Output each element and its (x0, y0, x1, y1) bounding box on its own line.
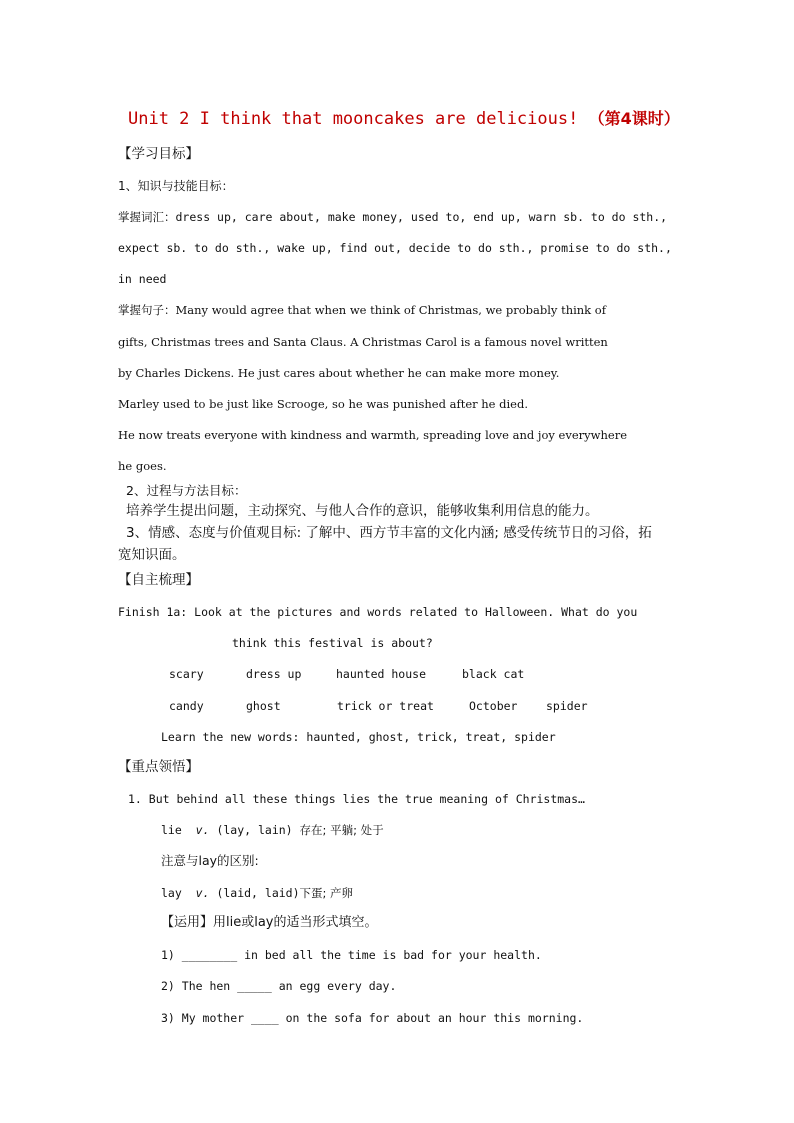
question-3: 3) My mother ____ on the sofa for about an hour this morning. (161, 1011, 584, 1025)
vocab-line-2: expect sb. to do sth., wake up, find out, decide to do sth., promise to do sth., (118, 241, 672, 255)
word-item: dress up (246, 667, 302, 681)
vocab-line-1: 掌握词汇：dress up, care about, make money, used to, end up, warn sb. to do sth., (118, 210, 668, 224)
title-english: Unit 2 I think that mooncakes are delicious! (128, 109, 579, 129)
lay-meaning: 下蛋; 产卵 (299, 886, 354, 900)
word-item: candy (169, 699, 204, 713)
sentence-line-3: by Charles Dickens. He just cares about whether he can make more money. (118, 366, 560, 380)
word-item: scary (169, 667, 204, 681)
lie-pos: v. (195, 823, 210, 837)
key-points-heading: 【重点领悟】 (118, 759, 199, 775)
title-lesson: （第4课时） (588, 109, 680, 128)
process-heading: 2、过程与方法目标： (126, 483, 247, 498)
self-study-heading: 【自主梳理】 (118, 572, 199, 588)
finish-line-1: Finish 1a: Look at the pictures and words related to Halloween. What do you (118, 605, 638, 619)
sentence-line-5: He now treats everyone with kindness and warmth, spreading love and joy everywhere (118, 428, 628, 442)
objectives-heading: 【学习目标】 (118, 146, 199, 162)
sentence-line-6: he goes. (118, 459, 167, 473)
vocab-line-3: in need (118, 272, 167, 286)
emotion-line-2: 宽知识面。 (118, 547, 186, 563)
lay-definition (161, 885, 353, 901)
lie-word: lie (161, 823, 182, 837)
lay-pos: v. (195, 886, 210, 900)
sentence-label: 掌握句子： (118, 303, 176, 317)
sentence-line-2: gifts, Christmas trees and Santa Claus. A Christmas Carol is a famous novel written (118, 335, 608, 349)
note-line: 注意与lay的区别: (161, 853, 259, 868)
word-item: black cat (462, 667, 525, 681)
point-1: 1. But behind all these things lies the true meaning of Christmas… (128, 792, 585, 806)
word-item: ghost (246, 699, 281, 713)
lay-word: lay (161, 886, 182, 900)
page-title (128, 108, 680, 130)
sentence-line-4: Marley used to be just like Scrooge, so he was punished after he died. (118, 397, 529, 411)
word-item: spider (546, 699, 588, 713)
process-text: 培养学生提出问题，主动探究、与他人合作的意识，能够收集利用信息的能力。 (126, 503, 599, 519)
sentence-line-1: 掌握句子：Many would agree that when we think of Christmas, we probably think of (118, 303, 606, 317)
word-item: October (469, 699, 518, 713)
lie-definition (161, 822, 384, 838)
learn-line: Learn the new words: haunted, ghost, trick, treat, spider (161, 730, 556, 744)
word-item: trick or treat (337, 699, 434, 713)
lie-forms: (lay, lain) (216, 823, 293, 837)
word-item: haunted house (336, 667, 427, 681)
question-1: 1) ________ in bed all the time is bad for your health. (161, 948, 542, 962)
lay-forms: (laid, laid) (216, 886, 300, 900)
knowledge-heading: 1、知识与技能目标： (118, 179, 234, 193)
question-2: 2) The hen _____ an egg every day. (161, 979, 397, 993)
emotion-line-1: 3、情感、态度与价值观目标: 了解中、西方节丰富的文化内涵; 感受传统节日的习俗，拓 (126, 525, 652, 541)
finish-line-2: think this festival is about? (232, 636, 433, 650)
practice-heading: 【运用】用lie或lay的适当形式填空。 (161, 915, 378, 930)
lie-meaning: 存在; 平躺; 处于 (299, 823, 384, 837)
vocab-label: 掌握词汇： (118, 210, 176, 224)
